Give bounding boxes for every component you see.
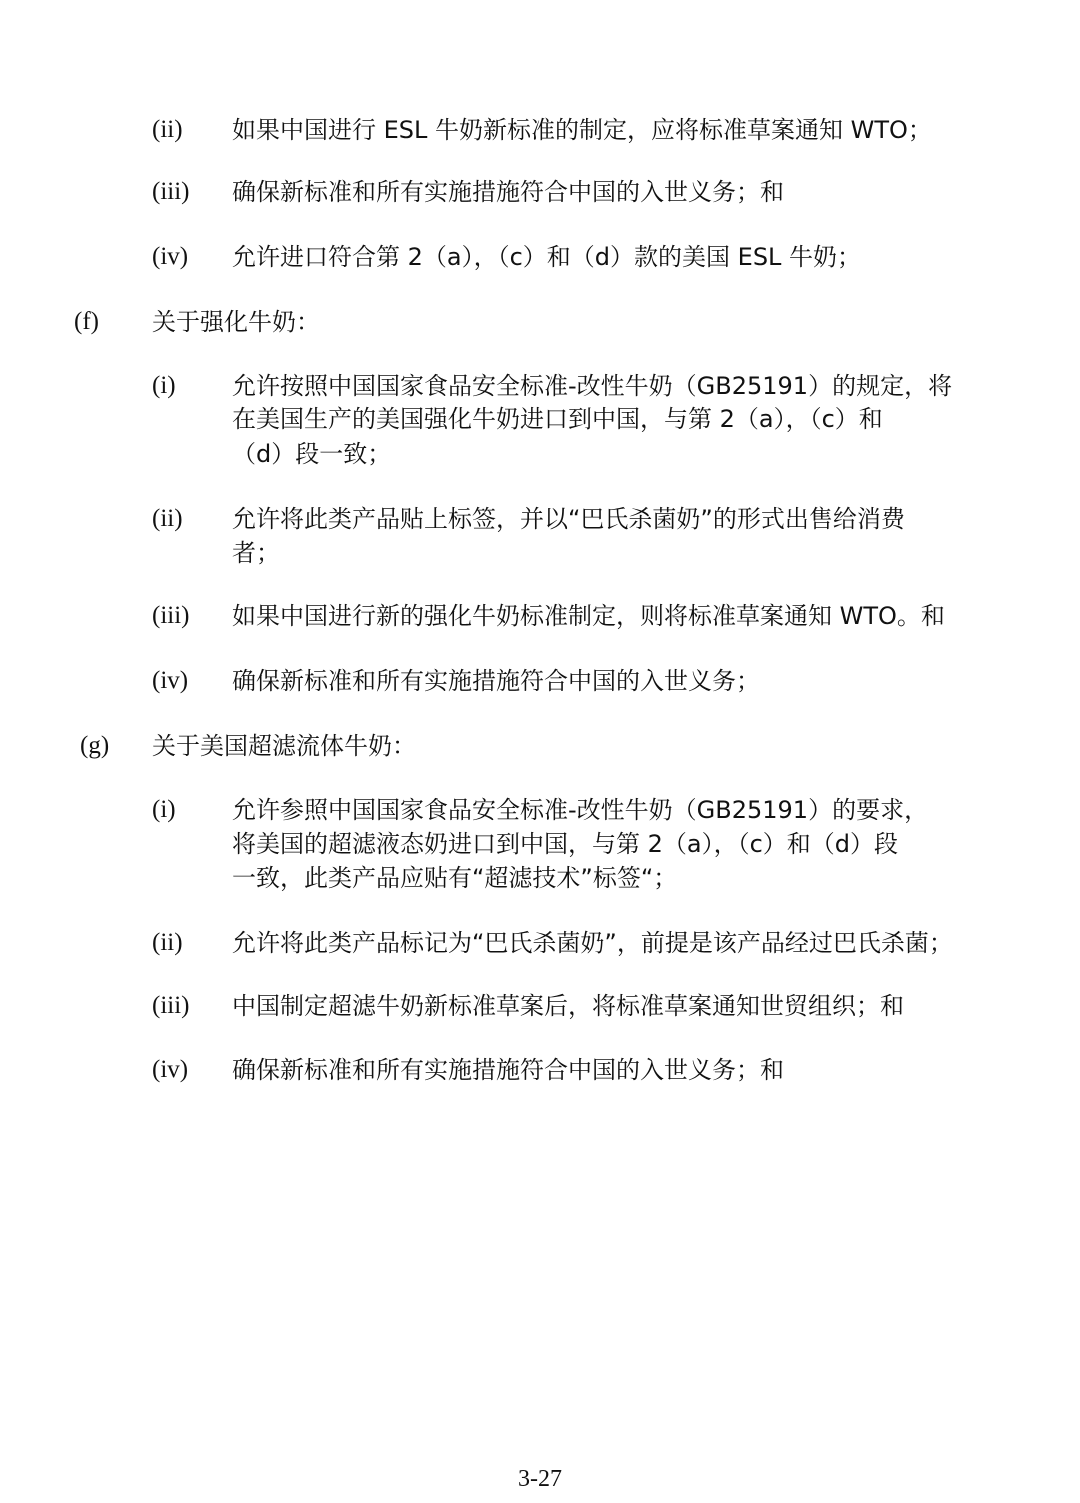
item-text: 如果中国进行新的强化牛奶标准制定，则将标准草案通知 WTO。和 [232,602,945,630]
section-label: (f) [74,308,99,335]
section-label: (g) [80,732,110,759]
section-title: 关于强化牛奶： [152,308,320,336]
page-number: 3-27 [518,1466,562,1492]
item-label: (ii) [152,505,183,532]
item-text-line: （d）段一致； [232,440,392,468]
item-text-line: 允许按照中国国家食品安全标准-改性牛奶（GB25191）的规定，将 [232,372,953,400]
item-label: (iii) [152,602,190,629]
item-label: (iv) [152,667,189,694]
item-label: (i) [152,796,176,823]
item-label: (ii) [152,929,183,956]
item-label: (iii) [152,178,190,205]
item-text: 确保新标准和所有实施措施符合中国的入世义务； [232,667,760,695]
item-text-line: 将美国的超滤液态奶进口到中国，与第 2（a），（c）和（d）段 [232,830,899,858]
item-text-line: 者； [232,539,280,567]
section-title: 关于美国超滤流体牛奶： [152,732,416,760]
item-label: (ii) [152,116,183,143]
item-text: 确保新标准和所有实施措施符合中国的入世义务；和 [232,178,784,206]
item-text-line: 在美国生产的美国强化牛奶进口到中国，与第 2（a），（c）和 [232,405,883,433]
item-text: 如果中国进行 ESL 牛奶新标准的制定，应将标准草案通知 WTO； [232,116,932,144]
item-text: 允许进口符合第 2（a），（c）和（d）款的美国 ESL 牛奶； [232,243,862,271]
item-label: (i) [152,372,176,399]
item-text: 中国制定超滤牛奶新标准草案后，将标准草案通知世贸组织；和 [232,992,904,1020]
item-text: 确保新标准和所有实施措施符合中国的入世义务；和 [232,1056,784,1084]
item-label: (iv) [152,1056,189,1083]
item-text-line: 一致，此类产品应贴有“超滤技术”标签“； [232,864,678,892]
item-text-line: 允许将此类产品贴上标签，并以“巴氏杀菌奶”的形式出售给消费 [232,505,905,533]
item-label: (iv) [152,243,189,270]
item-text: 允许将此类产品标记为“巴氏杀菌奶”，前提是该产品经过巴氏杀菌； [232,929,953,957]
item-text-line: 允许参照中国国家食品安全标准-改性牛奶（GB25191）的要求， [232,796,929,824]
item-label: (iii) [152,992,190,1019]
